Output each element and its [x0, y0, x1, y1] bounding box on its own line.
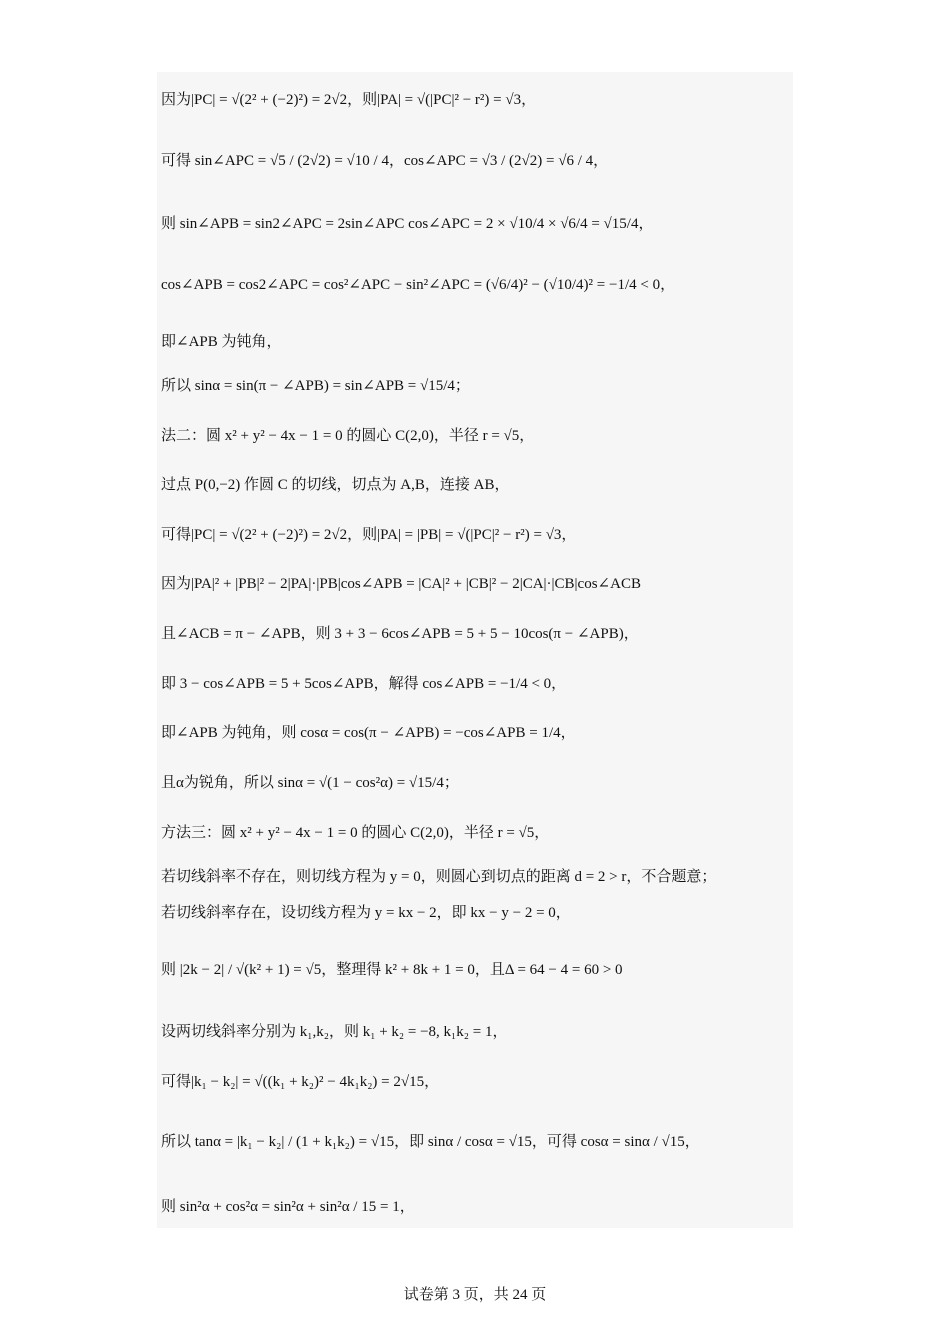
solution-line: 因为|PC| = √(2² + (−2)²) = 2√2，则|PA| = √(|PC|² − r²) = √3，	[161, 91, 537, 108]
solution-line: 且∠ACB = π − ∠APB，则 3 + 3 − 6cos∠APB = 5 + 5 − 10cos(π − ∠APB)，	[161, 625, 639, 642]
solution-line: 且α为锐角，所以 sinα = √(1 − cos²α) = √15/4；	[161, 774, 459, 791]
solution-line: 所以 sinα = sin(π − ∠APB) = sin∠APB = √15/4；	[161, 377, 470, 394]
solution-line: 所以 tanα = |k₁ − k₂| / (1 + k₁k₂) = √15，即 sinα / cosα = √15，可得 cosα = sinα / √15，	[161, 1133, 700, 1150]
solution-line: 即∠APB 为钝角，	[161, 333, 282, 350]
solution-line: 方法三：圆 x² + y² − 4x − 1 = 0 的圆心 C(2,0)，半径 r = √5，	[161, 824, 550, 841]
solution-line: 可得 sin∠APC = √5 / (2√2) = √10 / 4，cos∠APC = √3 / (2√2) = √6 / 4，	[161, 152, 609, 169]
solution-line: 即 3 − cos∠APB = 5 + 5cos∠APB，解得 cos∠APB = −1/4 < 0，	[161, 675, 567, 692]
solution-line: 若切线斜率存在，设切线方程为 y = kx − 2，即 kx − y − 2 = 0，	[161, 904, 571, 921]
solution-line: 法二：圆 x² + y² − 4x − 1 = 0 的圆心 C(2,0)，半径 r = √5，	[161, 427, 535, 444]
solution-line: cos∠APB = cos2∠APC = cos²∠APC − sin²∠APC = (√6/4)² − (√10/4)² = −1/4 < 0，	[161, 276, 676, 293]
solution-line: 可得|k₁ − k₂| = √((k₁ + k₂)² − 4k₁k₂) = 2√15，	[161, 1073, 440, 1090]
solution-line: 过点 P(0,−2) 作圆 C 的切线，切点为 A,B，连接 AB，	[161, 476, 510, 493]
solution-line: 可得|PC| = √(2² + (−2)²) = 2√2，则|PA| = |PB| = √(|PC|² − r²) = √3，	[161, 526, 577, 543]
solution-line: 即∠APB 为钝角，则 cosα = cos(π − ∠APB) = −cos∠APB = 1/4，	[161, 724, 576, 741]
solution-line: 则 sin∠APB = sin2∠APC = 2sin∠APC cos∠APC = 2 × √10/4 × √6/4 = √15/4，	[161, 215, 654, 232]
page-footer: 试卷第 3 页，共 24 页	[403, 1287, 547, 1303]
solution-line: 设两切线斜率分别为 k₁,k₂，则 k₁ + k₂ = −8, k₁k₂ = 1，	[161, 1023, 508, 1040]
solution-line: 则 sin²α + cos²α = sin²α + sin²α / 15 = 1，	[161, 1198, 415, 1215]
solution-line: 则 |2k − 2| / √(k² + 1) = √5，整理得 k² + 8k + 1 = 0，且Δ = 64 − 4 = 60 > 0	[161, 961, 623, 978]
solution-line: 因为|PA|² + |PB|² − 2|PA|·|PB|cos∠APB = |CA|² + |CB|² − 2|CA|·|CB|cos∠ACB	[161, 575, 641, 592]
solution-line: 若切线斜率不存在，则切线方程为 y = 0，则圆心到切点的距离 d = 2 > r，不合题意；	[161, 868, 717, 885]
